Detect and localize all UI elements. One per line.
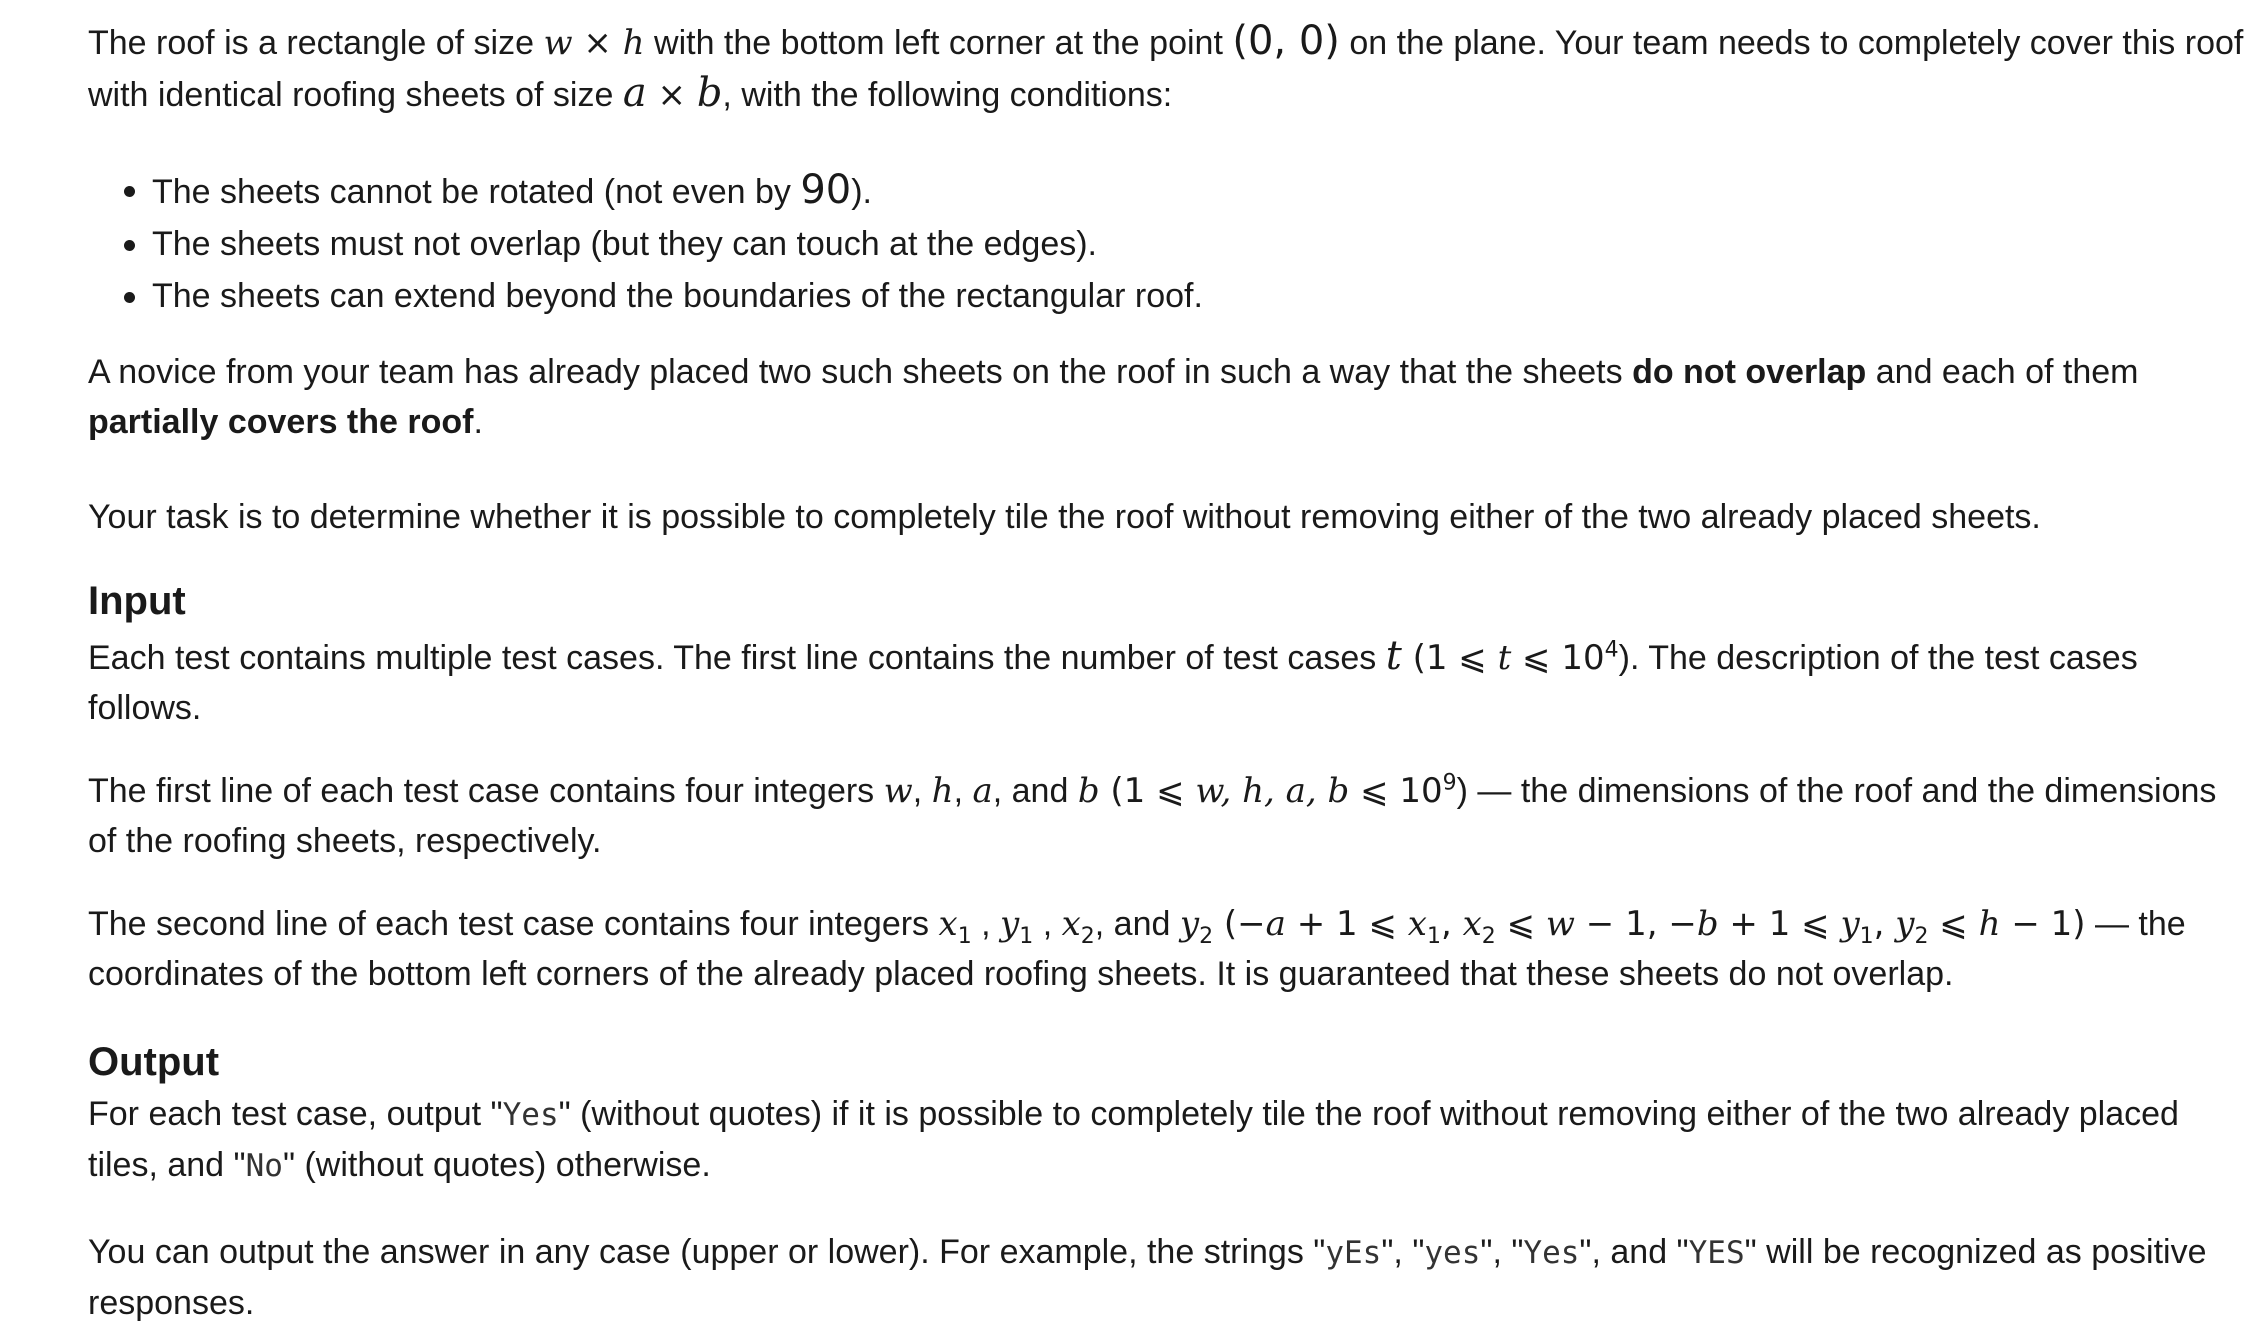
text: " (without quotes) if it is possible to completely tile the roof without removing either of the two already placed tiles, and " bbox=[88, 1095, 2179, 1184]
text: The sheets must not overlap (but they can touch at the edges). bbox=[152, 225, 1097, 263]
task-paragraph: Your task is to determine whether it is possible to completely tile the roof without removing either of the two already placed sheets. bbox=[88, 498, 2041, 536]
text: " (without quotes) otherwise. bbox=[282, 1146, 711, 1184]
bold-text: do not overlap bbox=[1632, 353, 1867, 391]
math-t: t bbox=[1497, 638, 1512, 678]
math-y: y bbox=[1840, 904, 1860, 944]
math-x: x bbox=[1407, 904, 1427, 944]
text: The sheets cannot be rotated (not even by bbox=[152, 173, 801, 211]
text: A novice from your team has already placed two such sheets on the roof in such a way that the sheets bbox=[88, 353, 1633, 391]
text: The second line of each test case contains four integers bbox=[88, 905, 939, 943]
math: ⩽ 10 bbox=[1511, 638, 1605, 678]
code-no: No bbox=[245, 1148, 283, 1184]
novice-paragraph bbox=[88, 347, 2250, 447]
math-exponent: 4 bbox=[1604, 637, 1619, 663]
output-paragraph-2 bbox=[88, 1227, 2250, 1328]
math-w: w bbox=[543, 23, 573, 63]
text: Each test contains multiple test cases. The first line contains the number of test cases bbox=[88, 639, 1386, 677]
text: , and bbox=[1094, 905, 1180, 943]
code-string: yEs bbox=[1325, 1235, 1382, 1271]
math: ⩽ bbox=[1928, 904, 1979, 944]
math-subscript: 2 bbox=[1481, 923, 1496, 949]
math-h: h bbox=[931, 771, 954, 811]
condition-item bbox=[88, 164, 1203, 218]
text: For each test case, output " bbox=[88, 1095, 503, 1133]
text: ) — the dimensions of the roof and the dimensions of the roofing sheets, respectively. bbox=[88, 772, 2217, 860]
output-paragraph-1 bbox=[88, 1089, 2250, 1191]
math-a: a bbox=[622, 70, 647, 116]
math-w: w bbox=[1545, 904, 1575, 944]
text: ", " bbox=[1381, 1233, 1425, 1271]
math-b: b bbox=[1696, 904, 1719, 944]
text: and each of them bbox=[1866, 353, 2139, 391]
text: ", and " bbox=[1579, 1233, 1689, 1271]
math: (1 ⩽ bbox=[1401, 638, 1498, 678]
math: (1 ⩽ bbox=[1099, 771, 1196, 811]
text: , bbox=[953, 772, 973, 810]
condition-item bbox=[88, 270, 1203, 322]
math-a: a bbox=[1265, 904, 1286, 944]
math-vars: w, h, a, b bbox=[1195, 771, 1350, 811]
code-yes: Yes bbox=[502, 1097, 559, 1133]
condition-item bbox=[88, 218, 1203, 270]
text: You can output the answer in any case (upper or lower). For example, the strings " bbox=[88, 1233, 1326, 1271]
math: ⩽ 10 bbox=[1349, 771, 1443, 811]
text: , and bbox=[992, 772, 1078, 810]
text: ). bbox=[851, 173, 872, 211]
math-subscript: 2 bbox=[1199, 923, 1214, 949]
math-x: x bbox=[938, 904, 958, 944]
math: + 1 ⩽ bbox=[1285, 904, 1408, 944]
output-heading: Output bbox=[88, 1040, 220, 1084]
text: The roof is a rectangle of size bbox=[88, 24, 544, 62]
math-subscript: 2 bbox=[1914, 923, 1929, 949]
math-b: b bbox=[696, 70, 723, 116]
math-times: × bbox=[572, 23, 623, 63]
text: with the bottom left corner at the point bbox=[644, 24, 1233, 62]
input-paragraph-1 bbox=[88, 631, 2250, 733]
math: ⩽ bbox=[1495, 904, 1546, 944]
text: , bbox=[1033, 905, 1062, 943]
math-x: x bbox=[1061, 904, 1081, 944]
math-b: b bbox=[1077, 771, 1100, 811]
math-h: h bbox=[622, 23, 645, 63]
math: + 1 ⩽ bbox=[1718, 904, 1841, 944]
text: , bbox=[971, 905, 1001, 943]
math-exponent: 9 bbox=[1442, 770, 1457, 796]
math-h: h bbox=[1978, 904, 2001, 944]
input-paragraph-3 bbox=[88, 899, 2250, 999]
text: on the plane. Your team needs to completely cover this roof with identical roofing sheets of size bbox=[88, 24, 2244, 114]
code-string: Yes bbox=[1523, 1235, 1580, 1271]
math-subscript: 2 bbox=[1080, 923, 1095, 949]
text: , with the following conditions: bbox=[722, 76, 1173, 114]
math-90: 90 bbox=[800, 167, 852, 213]
math-y: y bbox=[1179, 904, 1200, 944]
math: , bbox=[1440, 904, 1463, 944]
math-subscript: 1 bbox=[1019, 923, 1034, 949]
input-paragraph-2 bbox=[88, 766, 2250, 866]
text: The sheets can extend beyond the boundaries of the rectangular roof. bbox=[152, 277, 1203, 315]
conditions-list bbox=[88, 164, 1203, 322]
text: , bbox=[912, 772, 932, 810]
math-origin: (0, 0) bbox=[1232, 18, 1340, 64]
text: ). The description of the test cases follows. bbox=[88, 639, 2138, 727]
math-subscript: 1 bbox=[1426, 923, 1441, 949]
bold-text: partially covers the roof bbox=[88, 403, 474, 441]
text: — the coordinates of the bottom left corners of the already placed roofing sheets. It is guaranteed that these sheets do not overlap. bbox=[88, 905, 2186, 993]
code-string: yes bbox=[1424, 1235, 1481, 1271]
math-subscript: 1 bbox=[1859, 923, 1874, 949]
text: The first line of each test case contains four integers bbox=[88, 772, 884, 810]
math-subscript: 1 bbox=[957, 923, 972, 949]
math: − 1) bbox=[2000, 904, 2086, 944]
text: ", " bbox=[1480, 1233, 1524, 1271]
math-x: x bbox=[1462, 904, 1482, 944]
math: , bbox=[1873, 904, 1896, 944]
math-w: w bbox=[883, 771, 913, 811]
math-y: y bbox=[1000, 904, 1020, 944]
math-a: a bbox=[972, 771, 993, 811]
math-t: t bbox=[1385, 633, 1402, 679]
math: (− bbox=[1213, 904, 1266, 944]
text: . bbox=[473, 403, 483, 441]
text: " will be recognized as positive responses. bbox=[88, 1233, 2207, 1322]
code-string: YES bbox=[1688, 1235, 1745, 1271]
input-heading: Input bbox=[88, 579, 186, 623]
intro-paragraph bbox=[88, 16, 2250, 120]
math-times: × bbox=[646, 75, 697, 115]
math-y: y bbox=[1895, 904, 1915, 944]
math: − 1, − bbox=[1574, 904, 1697, 944]
